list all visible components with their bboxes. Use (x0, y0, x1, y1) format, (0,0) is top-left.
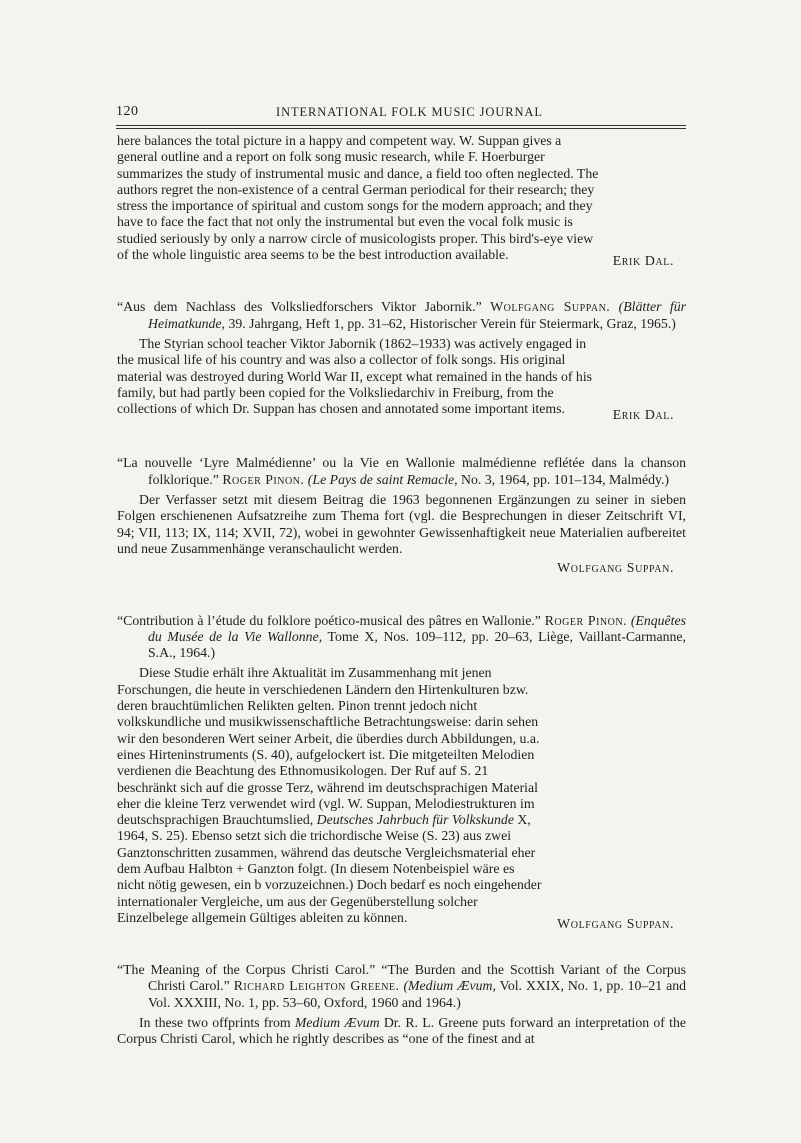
review-source-title: (Medium Ævum, (403, 978, 496, 994)
reviewer-signature: Wolfgang Suppan. (557, 915, 674, 931)
review-source-title: (Le Pays de saint Remacle, (307, 471, 458, 487)
review-body-text: Diese Studie erhält ihre Aktualität im Zusammenhang mit jenen Forschungen, die heute in verschiedenen Ländern den Hirtenkulturen bzw. deren brauchtümlichen Relikten gelten. Pinon trennt jedoch nicht volkskundliche und musikwissenschaftliche Betrachtungsweise: darin sehen wir den besonderen Wert seiner Arbeit, die überdies durch Abbildungen, u.a. eines Hirteninstruments (S. 40), aufgelockert ist. Die mitgeteilten Melodien verdienen die Beachtung des Ethnomusikologen. Der Ruf auf S. 21 beschränkt sich auf die grosse Terz, während im deutschsprachigen Material eher die kleine Terz verwendet wird (vgl. W. Suppan, Melodiestrukturen im deutschsprachigen Brauchtumslied, (117, 665, 540, 828)
header-rule (116, 125, 686, 129)
review-title: “Contribution à l’étude du folklore poético-musical des pâtres en Wallonie.” (117, 612, 541, 628)
review-heading (117, 613, 686, 662)
review-author: Richard Leighton Greene. (233, 978, 400, 994)
review-author: Roger Pinon. (222, 471, 305, 487)
review-body-text: X, 1964, S. 25). Ebenso setzt sich die trichordische Weise (S. 23) aus zwei Ganztonschritten zusammen, während das deutsche Vergleichsmaterial eher dem Aufbau Halbton + Ganzton folgt. (In diesem Notenbeispiel wäre es nicht nötig gewesen, ein b vorzuzeichnen.) Doch bedarf es noch eingehender internationaler Vergleiche, um aus der Gegenüberstellung solcher Einzelbelege allgemein Gültiges ableiten zu können. (117, 812, 542, 925)
review-source-title: (Blätter für Heimatkunde, (148, 299, 687, 331)
review-body-text: In these two offprints from (139, 1015, 295, 1031)
review-author: Wolfgang Suppan. (490, 299, 611, 315)
reviewer-signature: Erik Dal. (612, 253, 674, 269)
review-body-block (117, 665, 686, 931)
review-title: “La nouvelle ‘Lyre Malmédienne’ ou la Vie en Wallonie malmédienne reflétée dans la chanson folklorique.” (117, 455, 686, 487)
review-source-details: Tome X, Nos. 109–112, pp. 20–63, Liège, Vaillant-Carmanne, S.A., 1964.) (148, 628, 686, 661)
page-content (117, 133, 686, 1048)
reviewer-signature: Wolfgang Suppan. (557, 560, 674, 576)
review-body (117, 1015, 686, 1048)
review-heading (117, 299, 686, 332)
review-source-title: (Enquêtes du Musée de la Vie Wallonne, (148, 612, 687, 644)
review-source-details: No. 3, 1964, pp. 101–134, Malmédy.) (457, 471, 670, 487)
review-body: here balances the total picture in a happy and competent way. W. Suppan gives a general outline and a report on folk song music research, while F. Hoerburger summarizes the study of instrumental music and dance, a field too often neglected. The authors regret the non-existence of a central German periodical for their research; they stress the importance of spiritual and custom songs for the modern approach; and they have to face the fact that not only the instrumental but even the vocal folk music is studied seriously by only a narrow circle of musicologists proper. This bird's-eye view of the whole linguistic area seems to be the best introduction available. (117, 133, 599, 263)
review-title: “Aus dem Nachlass des Volksliedforschers Viktor Jabornik.” (117, 299, 482, 315)
review-body-citation: Deutsches Jahrbuch für Volkskunde (316, 812, 514, 828)
review-body: Der Verfasser setzt mit diesem Beitrag die 1963 begonnenen Ergänzungen zu seiner in sieben Folgen erschienenen Aufsatzreihe zum Thema fort (vgl. die Besprechungen in dieser Zeitschrift VI, 94; VII, 113; IX, 114; XVII, 72), wobei in gewohnter Gewissenhaftigkeit neue Materialien aufbereitet und neue Zusammenhänge veranschaulicht werden. (117, 492, 686, 556)
review-body-block (117, 335, 686, 423)
review-title: “The Meaning of the Corpus Christi Carol.” “The Burden and the Scottish Variant of the Corpus Christi Carol.” (117, 962, 686, 994)
journal-title: INTERNATIONAL FOLK MUSIC JOURNAL (276, 105, 543, 119)
review-body-citation: Medium Ævum (294, 1015, 380, 1031)
review-body-text: Dr. R. L. Greene puts forward an interpretation of the Corpus Christi Carol, which he rightly describes as “one of the finest and at (117, 1015, 686, 1047)
reviewer-signature: Erik Dal. (612, 407, 674, 423)
review-source-details: Vol. XXIX, No. 1, pp. 10–21 and Vol. XXXIII, No. 1, pp. 53–60, Oxford, 1960 and 1964.) (148, 978, 686, 1010)
review-heading (117, 455, 686, 488)
review-body: The Styrian school teacher Viktor Jabornik (1862–1933) was actively engaged in the musical life of his country and was also a collector of folk songs. His original material was destroyed during World War II, except what remained in the hands of his family, but had partly been copied for the Volksliedarchiv in Freiburg, from the collections of which Dr. Suppan has chosen and annotated some important items. (117, 335, 593, 417)
page-number: 120 (116, 104, 139, 119)
review-source-details: 39. Jahrgang, Heft 1, pp. 31–62, Historischer Verein für Steiermark, Graz, 1965.) (225, 315, 676, 331)
review-body (117, 665, 543, 926)
review-heading (117, 962, 686, 1011)
review-author: Roger Pinon. (544, 612, 628, 628)
review-continuation (117, 133, 686, 269)
